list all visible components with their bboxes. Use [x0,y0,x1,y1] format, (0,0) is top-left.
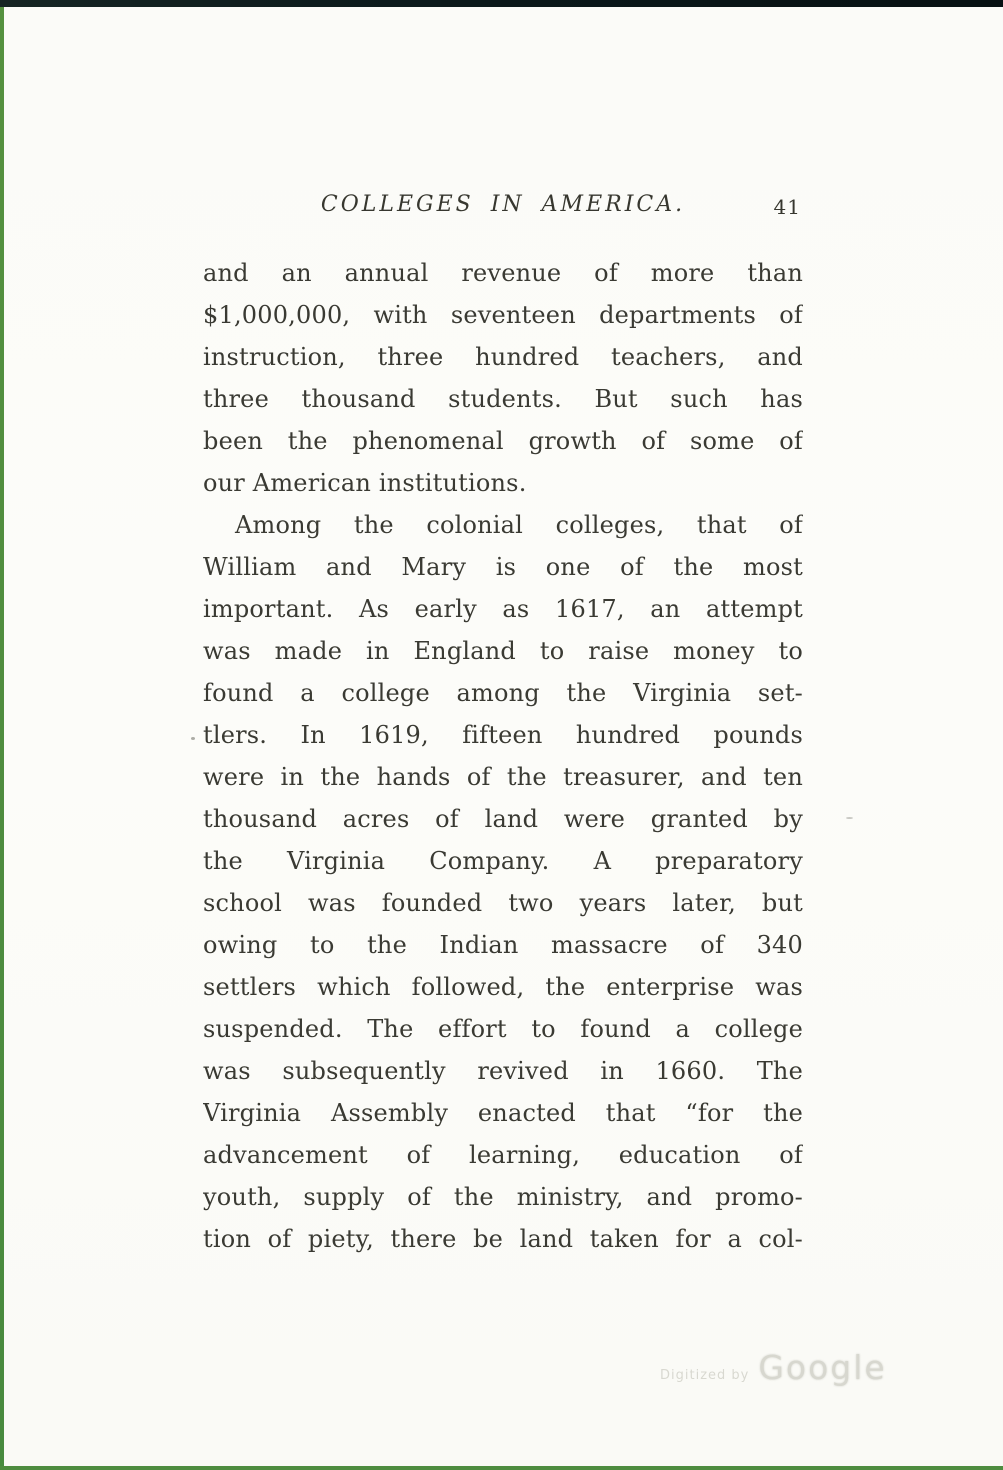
text-line: was subsequently revived in 1660. The [203,1057,803,1085]
text-line: advancement of learning, education of [203,1141,803,1169]
text-line: Virginia Assembly enacted that “for the [203,1099,803,1127]
text-line: tion of piety, there be land taken for a col- [203,1225,803,1253]
text-line: was made in England to raise money to [203,637,803,665]
text-line: three thousand students. But such has [203,385,803,413]
text-line: were in the hands of the treasurer, and ten [203,763,803,791]
text-line: been the phenomenal growth of some of [203,427,803,455]
running-title: COLLEGES IN AMERICA. [320,192,686,217]
text-line: found a college among the Virginia set- [203,679,803,707]
scan-speck [846,817,853,819]
page-number: 41 [773,195,801,219]
text-line: settlers which followed, the enterprise was [203,973,803,1001]
text-line: and an annual revenue of more than [203,259,803,287]
scan-edge-bottom-artifact [0,1466,1003,1470]
text-line: school was founded two years later, but [203,889,803,917]
paragraph [203,252,803,504]
body-text [203,252,803,1260]
watermark-prefix: Digitized by [660,1368,750,1383]
scan-speck [191,737,195,740]
scan-edge-left-artifact [0,7,4,1470]
text-line: suspended. The effort to found a college [203,1015,803,1043]
text-line: $1,000,000, with seventeen departments of [203,301,803,329]
page-header [203,192,803,228]
text-line: William and Mary is one of the most [203,553,803,581]
text-line: instruction, three hundred teachers, and [203,343,803,371]
text-line: our American institutions. [203,469,527,497]
text-line: thousand acres of land were granted by [203,805,803,833]
watermark-brand: Google [758,1348,887,1387]
text-line: the Virginia Company. A preparatory [203,847,803,875]
digitization-watermark [660,1348,887,1387]
text-line: owing to the Indian massacre of 340 [203,931,803,959]
text-line: important. As early as 1617, an attempt [203,595,803,623]
paragraph [203,504,803,1260]
scan-edge-top-artifact [0,0,1003,7]
text-line: tlers. In 1619, fifteen hundred pounds [203,721,803,749]
text-line: Among the colonial colleges, that of [235,511,803,539]
text-line: youth, supply of the ministry, and promo- [203,1183,803,1211]
